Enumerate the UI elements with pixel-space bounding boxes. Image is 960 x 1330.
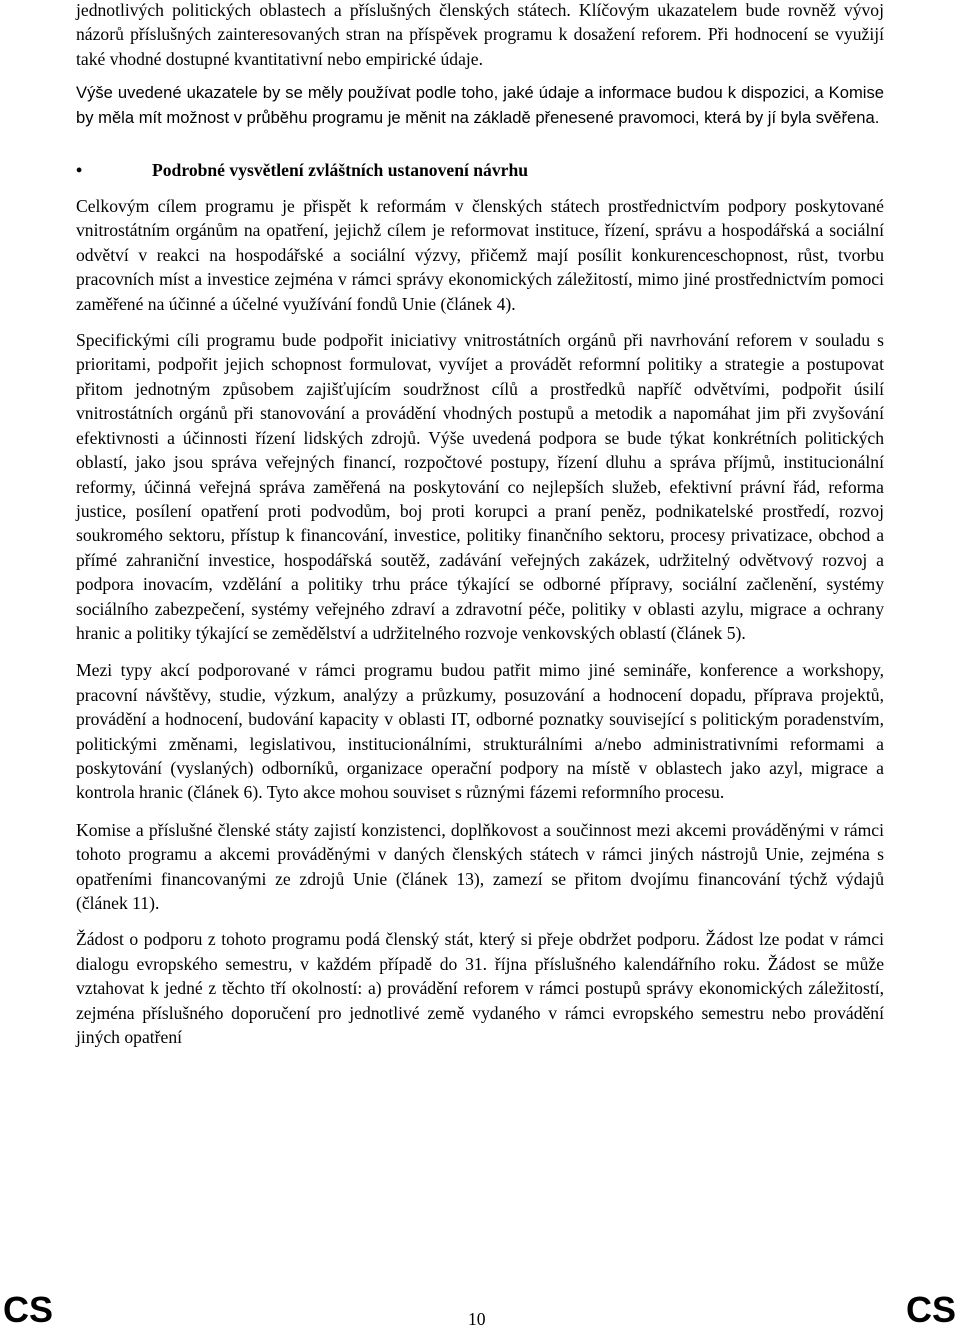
footer-language-right: CS — [905, 1289, 956, 1330]
paragraph-consistency: Komise a příslušné členské státy zajistí konzistenci, doplňkovost a součinnost mezi akcemi prováděnými v rámci tohoto programu a akcemi prováděnými v daných členských státech v rámci jiných nástrojů Unie, zejména s opatřeními financovanými ze zdrojů Unie (článek 13), zamezí se přitom dvojímu financování týchž výdajů (článek 11). — [76, 819, 884, 913]
paragraph-intro: jednotlivých politických oblastech a příslušných členských státech. Klíčovým ukazatelem bude rovněž vývoj názorů příslušných zainteresovaných stran na příspěvek programu k dosažení reforem. Při hodnocení se využijí také vhodné dostupné kvantitativní nebo empirické údaje. — [76, 0, 884, 69]
page-number: 10 — [468, 1309, 486, 1329]
paragraph-specific-objectives: Specifickými cíli programu bude podpořit iniciativy vnitrostátních orgánů při navrhování reforem v souladu s prioritami, podpořit jejich schopnost formulovat, vyvíjet a provádět reformní politiky a strategie a postupovat přitom jednotným způsobem zajišťujícím soudržnost cílů a prostředků napříč odvětvími, podpořit úsilí vnitrostátních orgánů při stanovování a provádění vhodných postupů a metodik a napomáhat jim při zvyšování efektivnosti a účinnosti řízení lidských zdrojů. Výše uvedená podpora se bude týkat konkrétních politických oblastí, jako jsou správa veřejných financí, rozpočtové postupy, řízení dluhu a správa příjmů, institucionální reformy, účinná veřejná správa zaměřená na poskytování co nejlepších služeb, efektivní právní řád, reforma justice, posílení opatření proti podvodům, boj proti korupci a praní peněz, podnikatelské prostředí, rozvoj soukromého sektoru, přístup k financování, investice, politiky finančního sektoru, procesy privatizace, obchod a přímé zahraniční investice, hospodářská soutěž, zadávání veřejných zakázek, udržitelný odvětvový rozvoj a podpora inovacím, vzdělání a politiky trhu práce týkající se odborné přípravy, sociální začlenění, systémy sociálního zabezpečení, systémy veřejného zdraví a zdravotní péče, politiky v oblasti azylu, migrace a ochrany hranic a politiky týkající se zemědělství a udržitelného rozvoje venkovských oblastí (článek 5). — [76, 330, 884, 643]
section-heading — [76, 158, 884, 182]
document-body — [76, 0, 884, 1049]
section-heading-text: Podrobné vysvětlení zvláštních ustanovení návrhu — [152, 160, 529, 181]
paragraph-action-types: Mezi typy akcí podporované v rámci programu budou patřit mimo jiné semináře, konference a workshopy, pracovní návštěvy, studie, výzkum, analýzy a průzkumy, posuzování a hodnocení dopadu, příprava projektů, provádění a hodnocení, budování kapacity v oblasti IT, odborné poznatky související s politickým poradenstvím, politickými změnami, legislativou, institucionálními, strukturálními a/nebo administrativními reformami a poskytování (vyslaných) odborníků, organizace operační podpory na místě v oblastech jako azyl, migrace a kontrola hranic (článek 6). Tyto akce mohou souviset s různými fázemi reformního procesu. — [76, 660, 884, 803]
paragraph-overall-objective: Celkovým cílem programu je přispět k reformám v členských státech prostřednictvím podpory poskytované vnitrostátním orgánům na opatření, jejichž cílem je reformovat instituce, řízení, správu a hospodářská a sociální odvětví v reakci na hospodářské a sociální výzvy, přičemž mají posílit konkurenceschopnost, růst, tvorbu pracovních míst a investice zejména v rámci správy ekonomických záležitostí, mimo jiné prostřednictvím pomoci zaměřené na účinné a účelné využívání fondů Unie (článek 4). — [76, 196, 884, 314]
paragraph-request: Žádost o podporu z tohoto programu podá členský stát, který si přeje obdržet podporu. Žádost lze podat v rámci dialogu evropského semestru, v každém případě do 31. října příslušného kalendářního roku. Žádost se může vztahovat k jedné z těchto tří okolností: a) provádění reforem v rámci postupů správy ekonomických záležitostí, zejména příslušného doporučení pro jednotlivé země vydaného v rámci evropského semestru nebo provádění jiných opatření — [76, 929, 884, 1048]
paragraph-indicators: Výše uvedené ukazatele by se měly používat podle toho, jaké údaje a informace budou k dispozici, a Komise by měla mít možnost v průběhu programu je měnit na základě přenesené pravomoci, která by jí byla svěřena. — [76, 83, 884, 127]
bullet-icon: • — [76, 160, 83, 181]
footer-language-left: CS — [3, 1289, 54, 1330]
